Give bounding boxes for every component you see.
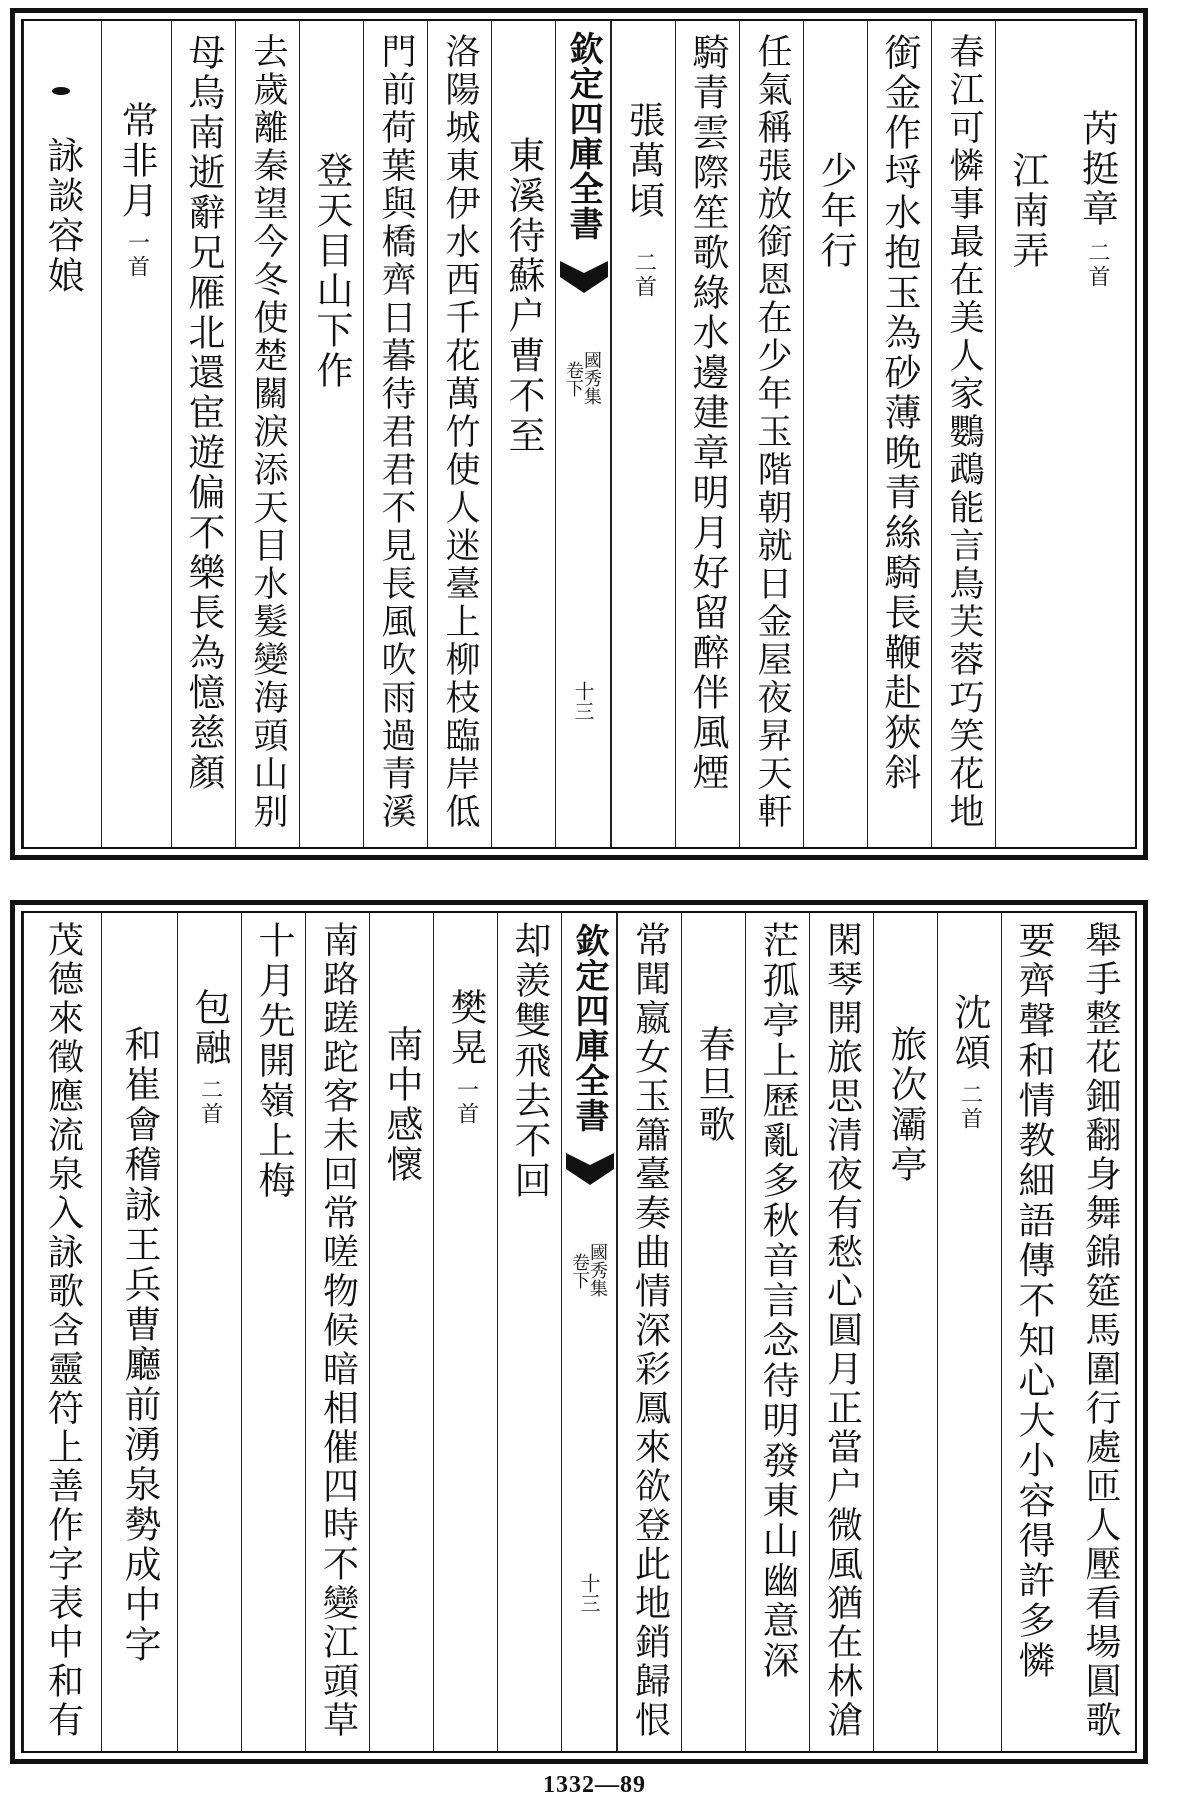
poem-line: 要齊聲和情教細語傳不知心大小容得許多憐 [1012, 921, 1055, 1681]
column [299, 21, 363, 847]
column [497, 913, 561, 1751]
column [995, 21, 1059, 847]
column [171, 21, 235, 847]
column [809, 913, 873, 1751]
author-name: 樊晃 [444, 988, 487, 1068]
column [241, 913, 305, 1751]
center-fold-strip [561, 913, 617, 1751]
poem-count: 二首 [1085, 241, 1110, 289]
poem-title: 登天目山下作 [310, 151, 353, 391]
poem-title: 旅次灞亭 [884, 1025, 927, 1185]
column [745, 913, 809, 1751]
column [369, 913, 433, 1751]
column [675, 21, 739, 847]
column [235, 21, 299, 847]
leaf-number: 十三 [571, 681, 595, 721]
poem-line: 常聞嬴女玉簫臺奏曲情深彩鳳來欲登此地銷歸恨 [629, 921, 671, 1740]
column [739, 21, 803, 847]
author-name: 包融 [188, 988, 231, 1068]
column [427, 21, 491, 847]
column [873, 913, 937, 1751]
poem-line: 騎青雲際笙歌綠水邊建章明月好留醉伴風煙 [686, 33, 729, 793]
top-page-frame [21, 19, 1137, 849]
poem-count: 二首 [197, 1078, 223, 1126]
volume-label: 卷下 [563, 361, 584, 397]
poem-line: 春江可憐事最在美人家鸚鵡能言鳥芙蓉巧笑花地 [944, 33, 984, 831]
poem-title: 江南弄 [1006, 151, 1049, 271]
poem-line: 母烏南逝辭兄雁北還宦遊偏不樂長為憶慈顏 [182, 33, 225, 793]
column [681, 913, 745, 1751]
column [1059, 21, 1135, 847]
column [611, 21, 675, 847]
fishtail-mark-icon [560, 259, 608, 295]
column [617, 913, 681, 1751]
poem-title: 東溪待蘇户曹不至 [502, 136, 545, 456]
bullet-mark-icon [52, 87, 70, 95]
poem-line: 茫孤亭上歷亂多秋音言念待明發東山幽意深 [756, 921, 799, 1681]
poem-line: 閑琴開旅思清夜有愁心圓月正當户微風猶在林滄 [821, 921, 863, 1740]
poem-line: 任氣稱張放銜恩在少年玉階朝就日金屋夜昇天軒 [752, 33, 792, 831]
column [803, 21, 867, 847]
poem-title: 詠談容娘 [41, 136, 84, 296]
author-name: 常非月 [115, 101, 158, 221]
poem-count: 二首 [957, 1083, 983, 1131]
poem-line: 茂德來徵應流泉入詠歌含靈符上善作字表中和有 [42, 921, 84, 1740]
column [1065, 913, 1135, 1751]
poem-line: 門前荷葉與橋齊日暮待君君不見長風吹雨過青溪 [376, 33, 416, 831]
fishtail-mark-icon [566, 1151, 614, 1187]
poem-line: 去歲離秦望今冬使楚關淚添天目水髮變海頭山别 [248, 33, 288, 831]
book-title: 國秀集 [581, 351, 602, 405]
column [363, 21, 427, 847]
poem-line: 却羨雙飛去不回 [508, 921, 551, 1201]
author-name: 沈頌 [948, 993, 991, 1073]
poem-count: 一首 [124, 231, 150, 279]
column [23, 913, 101, 1751]
column [101, 913, 177, 1751]
poem-title: 少年行 [814, 151, 857, 271]
poem-line: 銜金作埒水抱玉為砂薄晚青絲騎長鞭赴狹斜 [878, 33, 921, 793]
poem-title: 南中感懷 [380, 1025, 423, 1185]
leaf-number: 十三 [577, 1573, 601, 1613]
collection-title: 欽定四庫全書 [563, 31, 603, 241]
poem-line: 十月先開嶺上梅 [252, 921, 295, 1201]
volume-label: 卷下 [569, 1253, 590, 1289]
column [433, 913, 497, 1751]
author-name: 張萬頃 [622, 101, 665, 221]
column [305, 913, 369, 1751]
column [491, 21, 555, 847]
poem-line: 舉手整花鈿翻身舞錦筵馬圍行處匝人壓看場圓歌 [1080, 921, 1121, 1740]
poem-count: 一首 [453, 1078, 479, 1126]
poem-line: 南路蹉跎客未回常嗟物候暗相催四時不變江頭草 [317, 921, 359, 1740]
column [23, 21, 101, 847]
collection-title: 欽定四庫全書 [569, 923, 609, 1133]
center-fold-strip [555, 21, 611, 847]
column [1001, 913, 1065, 1751]
column [101, 21, 171, 847]
poem-title: 和崔會稽詠王兵曹廳前湧泉勢成中字 [118, 1025, 161, 1665]
column [937, 913, 1001, 1751]
book-title: 國秀集 [587, 1243, 608, 1297]
column [867, 21, 931, 847]
poem-title: 春旦歌 [692, 1025, 735, 1145]
poem-count: 二首 [631, 251, 657, 299]
poem-line: 洛陽城東伊水西千花萬竹使人迷臺上柳枝臨岸低 [440, 33, 480, 831]
bottom-page-frame [21, 911, 1137, 1753]
bottom-page-panel [10, 900, 1148, 1764]
column [177, 913, 241, 1751]
column [931, 21, 995, 847]
top-page-panel [10, 8, 1148, 860]
page-number: 1332—89 [543, 1772, 646, 1798]
author-name: 芮挺章 [1075, 109, 1119, 229]
